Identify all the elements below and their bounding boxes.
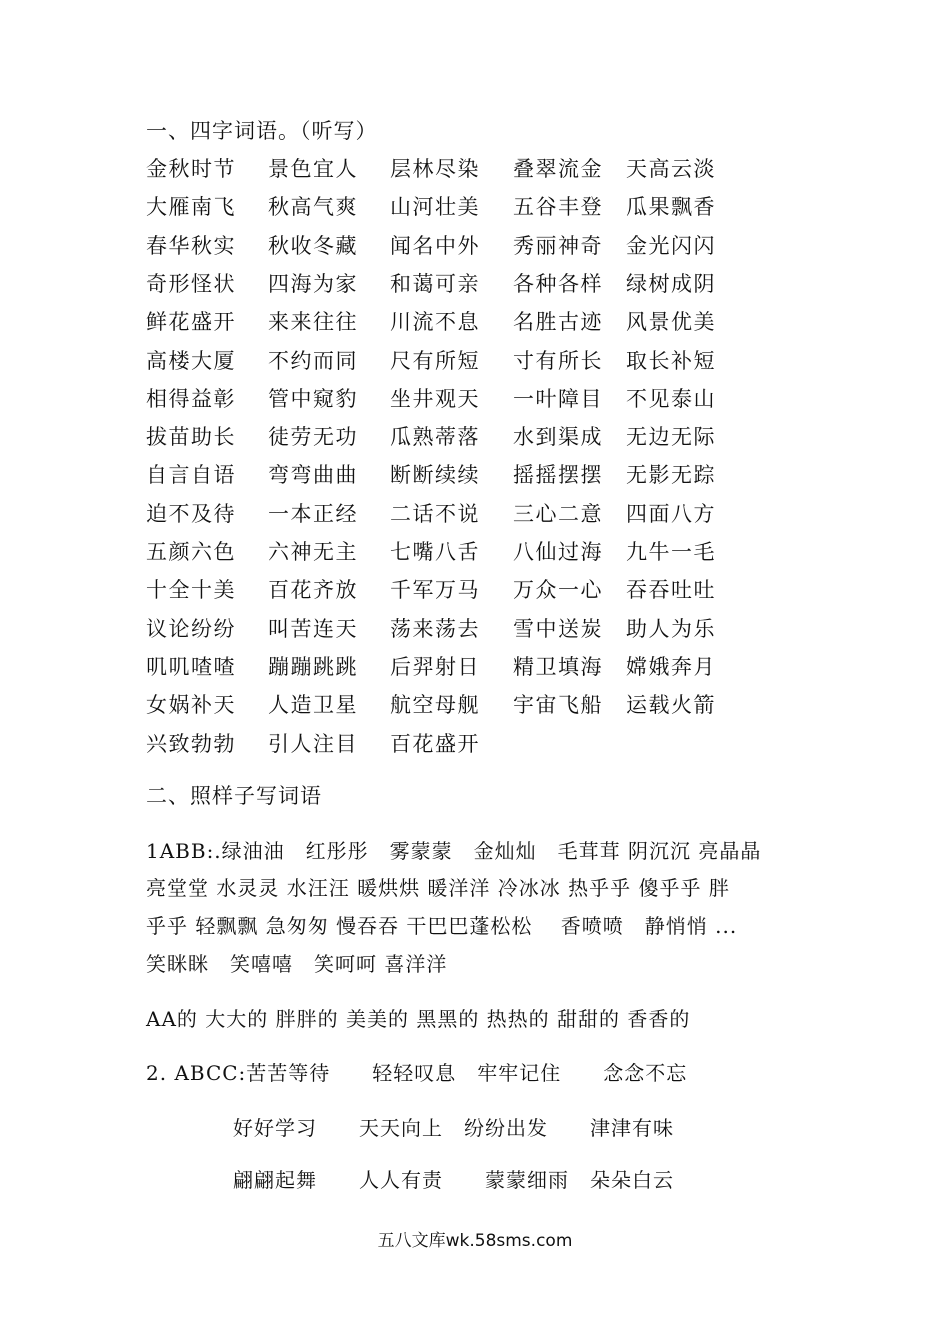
idiom-word: 断断续续	[390, 463, 480, 488]
idiom-word: 大雁南飞	[146, 195, 236, 220]
idiom-word: 四海为家	[268, 271, 358, 296]
idiom-word: 自言自语	[146, 463, 236, 488]
idiom-word: 百花齐放	[268, 578, 358, 603]
abb-line-2: 亮堂堂 水灵灵 水汪汪 暖烘烘 暖洋洋 冷冰冰 热乎乎 傻乎乎 胖	[146, 876, 730, 900]
idiom-word: 十全十美	[146, 578, 236, 603]
idiom-word: 水到渠成	[513, 425, 603, 450]
idiom-word: 叽叽喳喳	[146, 654, 236, 679]
idiom-word: 鲜花盛开	[146, 310, 236, 335]
idiom-word: 绿树成阴	[626, 271, 716, 296]
idiom-word: 尺有所短	[390, 348, 480, 373]
idiom-word: 三心二意	[513, 501, 603, 526]
idiom-word: 各种各样	[513, 271, 603, 296]
abb-line-4: 笑眯眯 笑嘻嘻 笑呵呵 喜洋洋	[146, 952, 448, 976]
idiom-word: 二话不说	[390, 501, 480, 526]
idiom-word: 迫不及待	[146, 501, 236, 526]
abcc-line-2: 好好学习 天天向上 纷纷出发 津津有味	[233, 1116, 674, 1140]
idiom-word: 秀丽神奇	[513, 233, 603, 258]
idiom-word: 无边无际	[626, 425, 716, 450]
idiom-word: 引人注目	[268, 731, 358, 756]
idiom-word: 航空母舰	[390, 693, 480, 718]
idiom-word: 金光闪闪	[626, 233, 716, 258]
idiom-word: 四面八方	[626, 501, 716, 526]
idiom-word: 管中窥豹	[268, 386, 358, 411]
idiom-word: 六神无主	[268, 540, 358, 564]
idiom-word: 女娲补天	[146, 693, 236, 718]
section2-heading: 二、照样子写词语	[146, 784, 322, 808]
idiom-word: 吞吞吐吐	[626, 578, 716, 603]
idiom-word: 奇形怪状	[146, 271, 236, 296]
idiom-word: 天高云淡	[626, 157, 716, 181]
idiom-word: 宇宙飞船	[513, 693, 603, 718]
idiom-word: 嫦娥奔月	[626, 654, 716, 679]
idiom-word: 五谷丰登	[513, 195, 603, 220]
idiom-word: 议论纷纷	[146, 616, 236, 641]
idiom-word: 一叶障目	[513, 386, 603, 411]
idiom-word: 寸有所长	[513, 348, 603, 373]
abcc-line-1: 2. ABCC:苦苦等待 轻轻叹息 牢牢记住 念念不忘	[146, 1061, 688, 1085]
idiom-word: 无影无踪	[626, 463, 716, 488]
idiom-word: 秋收冬藏	[268, 233, 358, 258]
idiom-word: 千军万马	[390, 578, 480, 603]
section1-heading: 一、四字词语。（听写）	[146, 119, 378, 143]
footer-watermark: 五八文库wk.58sms.com	[377, 1231, 573, 1251]
aa-line: AA的 大大的 胖胖的 美美的 黑黑的 热热的 甜甜的 香香的	[146, 1007, 691, 1031]
idiom-word: 百花盛开	[390, 731, 480, 756]
idiom-word: 高楼大厦	[146, 348, 236, 373]
idiom-word: 川流不息	[390, 310, 480, 335]
idiom-word: 后羿射日	[390, 654, 480, 679]
idiom-word: 不见泰山	[626, 386, 716, 411]
idiom-word: 层林尽染	[390, 157, 480, 181]
idiom-word: 金秋时节	[146, 157, 236, 181]
idiom-word: 拔苗助长	[146, 425, 236, 450]
idiom-word: 五颜六色	[146, 540, 236, 564]
idiom-word: 弯弯曲曲	[268, 463, 358, 488]
idiom-word: 叫苦连天	[268, 616, 358, 641]
idiom-word: 精卫填海	[513, 654, 603, 679]
idiom-word: 荡来荡去	[390, 616, 480, 641]
idiom-word: 万众一心	[513, 578, 603, 603]
idiom-word: 徒劳无功	[268, 425, 358, 450]
idiom-word: 和蔼可亲	[390, 271, 480, 296]
idiom-word: 助人为乐	[626, 616, 716, 641]
abb-line-3: 乎乎 轻飘飘 急匆匆 慢吞吞 干巴巴蓬松松 香喷喷 静悄悄 ...	[146, 914, 738, 938]
idiom-word: 七嘴八舌	[390, 540, 480, 564]
idiom-word: 人造卫星	[268, 693, 358, 718]
idiom-word: 摇摇摆摆	[513, 463, 603, 488]
idiom-word: 春华秋实	[146, 233, 236, 258]
idiom-word: 山河壮美	[390, 195, 480, 220]
idiom-word: 八仙过海	[513, 540, 603, 564]
abb-line-1: 1ABB:.绿油油 红彤彤 雾蒙蒙 金灿灿 毛茸茸 阴沉沉 亮晶晶	[146, 839, 762, 863]
idiom-word: 秋高气爽	[268, 195, 358, 220]
idiom-word: 景色宜人	[268, 157, 358, 181]
idiom-word: 不约而同	[268, 348, 358, 373]
idiom-word: 取长补短	[626, 348, 716, 373]
idiom-word: 坐井观天	[390, 386, 480, 411]
abcc-line-3: 翩翩起舞 人人有责 蒙蒙细雨 朵朵白云	[233, 1168, 674, 1192]
idiom-word: 蹦蹦跳跳	[268, 654, 358, 679]
idiom-word: 闻名中外	[390, 233, 480, 258]
idiom-word: 名胜古迹	[513, 310, 603, 335]
idiom-word: 雪中送炭	[513, 616, 603, 641]
idiom-word: 运载火箭	[626, 693, 716, 718]
idiom-word: 瓜果飘香	[626, 195, 716, 220]
idiom-word: 来来往往	[268, 310, 358, 335]
idiom-word: 瓜熟蒂落	[390, 425, 480, 450]
idiom-word: 相得益彰	[146, 386, 236, 411]
idiom-word: 风景优美	[626, 310, 716, 335]
idiom-word: 一本正经	[268, 501, 358, 526]
idiom-word: 兴致勃勃	[146, 731, 236, 756]
idiom-word: 九牛一毛	[626, 540, 716, 564]
idiom-word: 叠翠流金	[513, 157, 603, 181]
